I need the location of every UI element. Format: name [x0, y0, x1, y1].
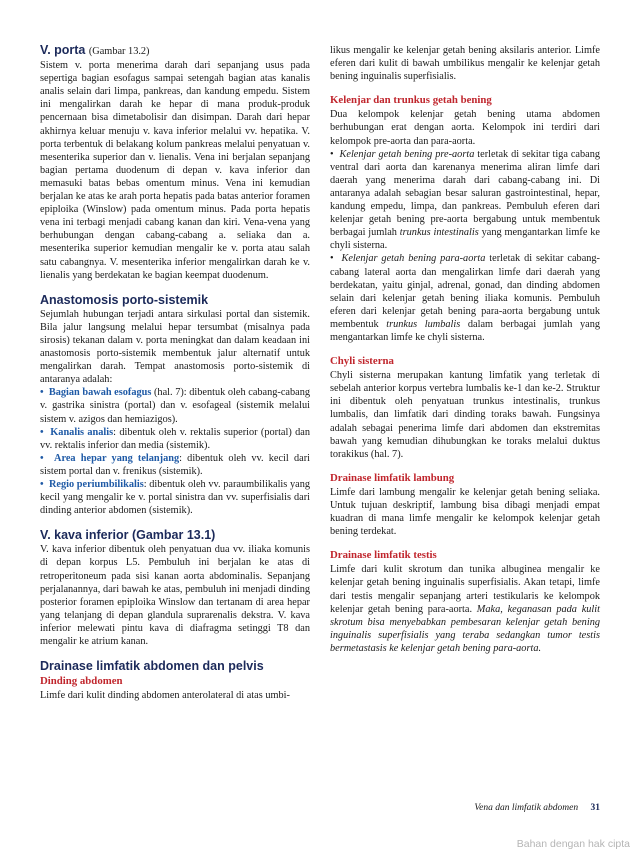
bullet-text: : dibentuk oleh vv. paraumbilikalis yang kecil yang mengalir ke v. portal sinistra dan vv. superfisialis dari dinding anterior abdomen (sistemik).	[40, 479, 310, 517]
bullet-text: : dibentuk oleh v. rektalis superior (portal) dan vv. rektalis inferior dan media (sistemik).	[40, 426, 310, 451]
paraaorta-term: Kelenjar getah bening para-aorta	[341, 253, 486, 265]
subheading-testis: Drainase limfatik testis	[330, 549, 437, 562]
kava-title: V. kava inferior	[40, 528, 129, 543]
subheading-dinding: Dinding abdomen	[40, 675, 123, 688]
page-footer	[420, 803, 600, 813]
bullet-marker: •	[40, 387, 44, 399]
preaorta-text-b: yang mengantarkan limfe ke chyli sisterna.	[330, 227, 600, 252]
list-item	[330, 148, 600, 253]
list-item	[40, 452, 310, 478]
vporta-paragraph: Sistem v. porta menerima darah dari sepanjang usus pada sepertiga bagian esofagus sampai setengah bagian atas kanalis analis selain dari limpa, pankreas, dan kandung empedu. Sistem ini mengalirkan darah ke hepar di mana produk-produk pencernaan bisa dimetabolisir dan disimpan. Darah dari hepar akhirnya keluar menuju v. kava inferior melalui vv. hepatika. V. porta terbentuk di belakang kolum pankreas melalui penyatuan v. mesenterika superior dan v. lienalis. Vena ini berjalan sepanjang bagian pertama duodenum di depan v. kava inferior dan memasuki batas bebas omentum minus. Vena ini kemudian berjalan ke atas ke arah porta hepatis pada batas anterior foramen epiploika (Winslow) pada omentum minus. Pada porta hepatis vena ini terbagi menjadi cabang kanan dan kiri. Vena-vena yang berhubungan dengan cabang-cabang a. seliaka dan a. mesenterika superior kemudian mengalir ke v. porta atau salah satu cabangnya. V. mesenterika inferior mengalirkan darah ke v. lienalis yang berdekatan ke bagian keempat duodenum.	[40, 60, 310, 281]
paraaorta-text-b: dalam berbagai jumlah yang mengantarkan limfe ke chyli sisterna.	[330, 318, 600, 343]
paraaorta-text-a: terletak di sekitar cabang-cabang lateral aorta dan mengalirkan limfe dari daerah yang berdekatan, yaitu ginjal, adrenal, gonad, dan dinding abdomen selain dari kelenjar getah bening iliaka komunis. Pembuluh eferen dari kelenjar getah bening para-aorta bergabung untuk membentuk	[330, 253, 600, 330]
bullet-marker: •	[330, 253, 334, 265]
bullet-marker: •	[40, 479, 44, 490]
testis-italic: Maka, keganasan pada kulit skrotum bisa menyebabkan pembesaran kelenjar getah bening inguinalis superfisialis yang teraba sedangkan tumor testis bermetastasis ke kelenjar getah bening para-aorta.	[330, 603, 601, 654]
bullet-marker: •	[330, 148, 334, 160]
kava-paragraph: V. kava inferior dibentuk oleh penyatuan dua vv. iliaka komunis di depan korpus L5. Pembuluh ini berjalan ke atas di retroperitoneum pada sisi kanan aorta abdominalis. Sepanjang perjalanannya, dari bawah ke atas, pembuluh ini menjadi dinding posterior foramen epiploika Winslow dan tertanam di area hepar yang telanjang di depan glandula suprarenalis dekstra. V. kava inferior melewati pintu kava di diafragma setinggi T8 dan mengalir ke atrium kanan.	[40, 544, 310, 648]
chyli-paragraph: Chyli sisterna merupakan kantung limfatik yang terletak di sebelah anterior korpus vertebra lumbalis ke-1 dan ke-2. Struktur ini dibentuk oleh penyatuan trunkus intestinalis, trunkus lumbalis, dan limfatik dari dinding toraks bawah. Fungsinya adalah sebagai penerima limfe dari abdomen dan ekstremitas bawah yang kemudian dihubungkan ke toraks melalui duktus torakikus (hal. 7).	[330, 370, 600, 460]
bullet-term: Kanalis analis	[50, 426, 114, 438]
preaorta-italic: trunkus intestinalis	[399, 227, 479, 239]
subheading-lambung: Drainase limfatik lambung	[330, 471, 455, 484]
list-item	[40, 386, 310, 425]
section-heading-vporta	[40, 44, 310, 58]
list-item	[40, 426, 310, 452]
kelenjar-paragraph: Dua kelompok kelenjar getah bening utama abdomen berhubungan erat dengan aorta. Kelompok ini terdiri dari kelompok pre-aorta dan para-aorta.	[330, 109, 600, 147]
section-heading-anastomosis: Anastomosis porto-sistemik	[40, 292, 209, 307]
subheading-chyli: Chyli sisterna	[330, 355, 394, 368]
bullet-term: Area hepar yang telanjang	[54, 452, 180, 464]
bullet-term: Regio periumbilikalis	[48, 479, 144, 490]
paraaorta-italic: trunkus lumbalis	[386, 318, 461, 330]
lambung-paragraph: Limfe dari lambung mengalir ke kelenjar getah bening seliaka. Untuk tujuan deskriptif, lambung bisa dibagi menjadi empat kuadran di mana limfe mengalir ke kelompok kelenjar getah bening terdekat.	[330, 486, 600, 538]
section-heading-drainase: Drainase limfatik abdomen dan pelvis	[40, 659, 264, 674]
bullet-marker: •	[40, 452, 44, 464]
preaorta-term: Kelenjar getah bening pre-aorta	[339, 148, 475, 160]
testis-paragraph	[330, 563, 600, 655]
copyright-watermark: Bahan dengan hak cipta	[516, 838, 630, 850]
list-item	[40, 478, 310, 517]
list-item	[330, 252, 600, 344]
bullet-text: : dibentuk oleh vv. kecil dari sistem portal dan v. frenikus (sistemik).	[40, 452, 310, 477]
section-heading-kava	[40, 529, 310, 542]
left-column	[40, 44, 310, 702]
running-title: Vena dan limfatik abdomen	[474, 803, 579, 813]
testis-text: Limfe dari kulit skrotum dan tunika albuginea mengalir ke kelenjar getah bening inguinalis superfisialis. Akan tetapi, limfe dari testis mengalir sepanjang arteri testikularis ke kelompok kelenjar getah bening para-aorta.	[330, 564, 600, 615]
right-column	[330, 44, 600, 655]
bullet-marker: •	[40, 426, 44, 438]
subheading-kelenjar: Kelenjar dan trunkus getah bening	[330, 94, 492, 107]
continued-paragraph: likus mengalir ke kelenjar getah bening aksilaris anterior. Limfe eferen dari kulit di bawah umbilikus mengalir ke kelenjar getah bening inguinalis superfisialis.	[330, 45, 600, 83]
vporta-figure-ref: (Gambar 13.2)	[88, 46, 150, 57]
vporta-title: V. porta	[40, 43, 86, 57]
page-number: 31	[590, 803, 600, 813]
bullet-term: Bagian bawah esofagus	[48, 387, 152, 399]
kava-figure-ref: (Gambar 13.1)	[131, 528, 216, 543]
bullet-text: (hal. 7): dibentuk oleh cabang-cabang v. gastrika sinistra (portal) dan v. esofageal (sistemik melalui sistem v. azigos dan hemiazigos).	[40, 387, 310, 425]
anastomosis-paragraph: Sejumlah hubungan terjadi antara sirkulasi portal dan sistemik. Bila jalur langsung melalui hepar tersumbat (misalnya pada sirosis) tekanan dalam v. porta meningkat dan dalam keadaan ini anastomosis porto-sistemik membentuk jalur alternatif untuk mengalirkan darah. Tempat anastomosis porto-sistemik di antaranya adalah:	[40, 308, 310, 386]
dinding-paragraph: Limfe dari kulit dinding abdomen anterolateral di atas umbi-	[40, 690, 290, 702]
anastomosis-bullet-list	[40, 386, 310, 517]
preaorta-text-a: terletak di sekitar tiga cabang ventral dari aorta dan karenanya menerima aliran limfe dari daerah yang menerima darah dari cabang-cabang ini. Di antaranya adalah sebagian besar saluran gastrointestinal, hepar, kandung empedu, limpa, dan pankreas. Pembuluh eferen dari kelenjar getah bening pre-aorta bergabung untuk membentuk berbagai jumlah	[330, 148, 600, 239]
